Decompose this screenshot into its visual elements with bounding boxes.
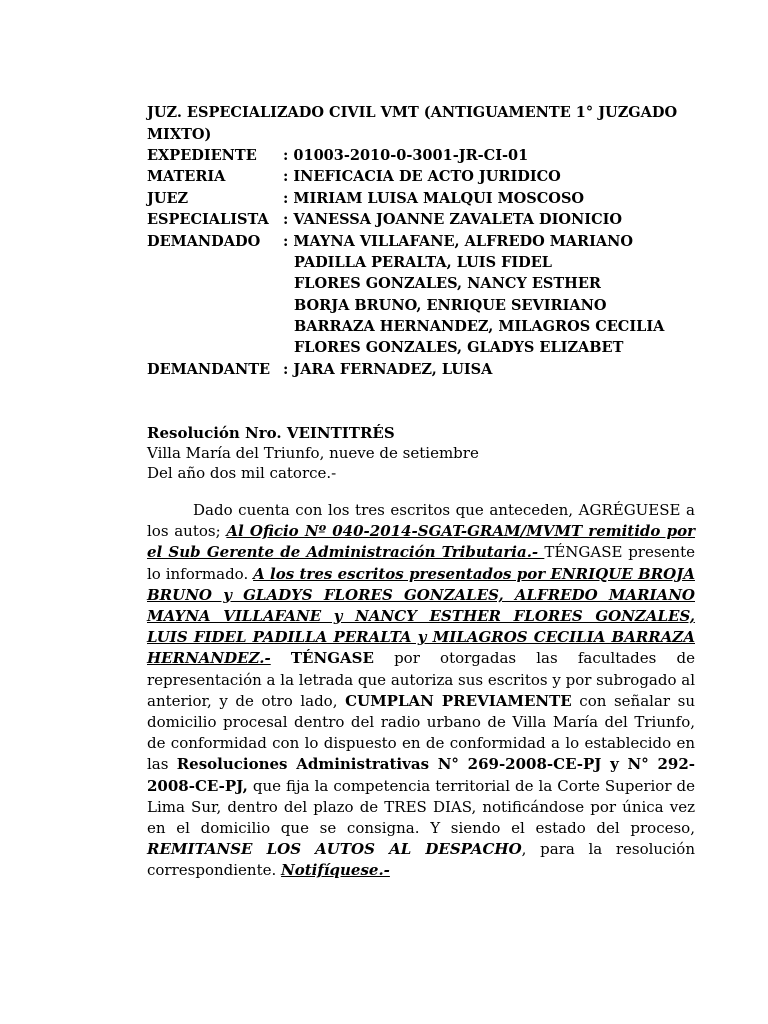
field-label: JUEZ (147, 190, 189, 207)
body-text: TÉNGASE presente lo informado. (147, 543, 695, 583)
field-value: : MIRIAM LUISA MALQUI MOSCOSO (283, 190, 585, 207)
body-text: , para la resolución correspondiente. (147, 840, 695, 880)
resolution-title: Resolución Nro. VEINTITRÉS (147, 424, 395, 442)
field-label: ESPECIALISTA (147, 211, 269, 228)
field-value: : INEFICACIA DE ACTO JURIDICO (283, 168, 561, 185)
field-juez (147, 190, 584, 207)
notifiquese-text: Notifíquese.- (281, 861, 390, 880)
field-label: EXPEDIENTE (147, 147, 257, 164)
field-materia (147, 168, 561, 185)
field-especialista (147, 211, 622, 228)
field-value: : JARA FERNADEZ, LUISA (283, 361, 493, 378)
body-text: Dado cuenta con los tres escritos que anteceden, AGRÉGUESE a los autos; (147, 501, 695, 541)
resolution-place-date: Villa María del Triunfo, nueve de setiembre (147, 444, 479, 462)
field-demandante (147, 361, 492, 378)
field-expediente (147, 147, 528, 164)
remitanse-text: REMITANSE LOS AUTOS AL DESPACHO (147, 840, 522, 859)
field-value: : 01003-2010-0-3001-JR-CI-01 (283, 147, 529, 164)
field-label: DEMANDANTE (147, 361, 271, 378)
field-label: DEMANDADO (147, 233, 261, 250)
demandado-line: PADILLA PERALTA, LUIS FIDEL (294, 254, 553, 271)
body-text: por otorgadas las facultades de representación a la letrada que autoriza sus escritos y por subrogado al anterior, y de otro lado, (147, 649, 696, 710)
demandado-line: FLORES GONZALES, GLADYS ELIZABET (294, 339, 624, 356)
demandado-line: BARRAZA HERNANDEZ, MILAGROS CECILIA (294, 318, 665, 335)
field-value: : VANESSA JOANNE ZAVALETA DIONICIO (283, 211, 623, 228)
resolution-year: Del año dos mil catorce.- (147, 464, 337, 482)
field-value: : MAYNA VILLAFANE, ALFREDO MARIANO (283, 233, 634, 250)
cumplan-text: CUMPLAN PREVIAMENTE (345, 691, 572, 710)
demandado-line: FLORES GONZALES, NANCY ESTHER (294, 275, 601, 292)
demandado-line: BORJA BRUNO, ENRIQUE SEVIRIANO (294, 297, 607, 314)
resolution-body (147, 500, 695, 882)
tengase-text: TÉNGASE (290, 649, 374, 668)
escritos-reference: A los tres escritos presentados por ENRIQUE BROJA BRUNO y GLADYS FLORES GONZALES, ALFREDO MARIANO MAYNA VILLAFANE y NANCY ESTHER FLORES GONZALES, LUIS FIDEL PADILLA PERALTA y MILAGROS CECILIA BARRAZA HERNANDEZ.- (147, 564, 695, 668)
body-text: con señalar su domicilio procesal dentro del radio urbano de Villa María del Triunfo, de conformidad con lo dispuesto en de conformidad a lo establecido en las (147, 691, 695, 774)
body-text: que fija la competencia territorial de la Corte Superior de Lima Sur, dentro del plazo de TRES DIAS, notificándose por única vez en el domicilio que se consigna. Y siendo el estado del proceso, (147, 776, 695, 838)
field-label: MATERIA (147, 168, 226, 185)
field-demandado (147, 233, 633, 250)
court-name: JUZ. ESPECIALIZADO CIVIL VMT (ANTIGUAMENTE 1° JUZGADO MIXTO) (147, 104, 678, 143)
oficio-reference: Al Oficio Nº 040-2014-SGAT-GRAM/MVMT remitido por el Sub Gerente de Administración Tributaria.- (147, 522, 695, 562)
resoluciones-reference: Resoluciones Administrativas N° 269-2008-CE-PJ y N° 292-2008-CE-PJ, (147, 755, 695, 795)
